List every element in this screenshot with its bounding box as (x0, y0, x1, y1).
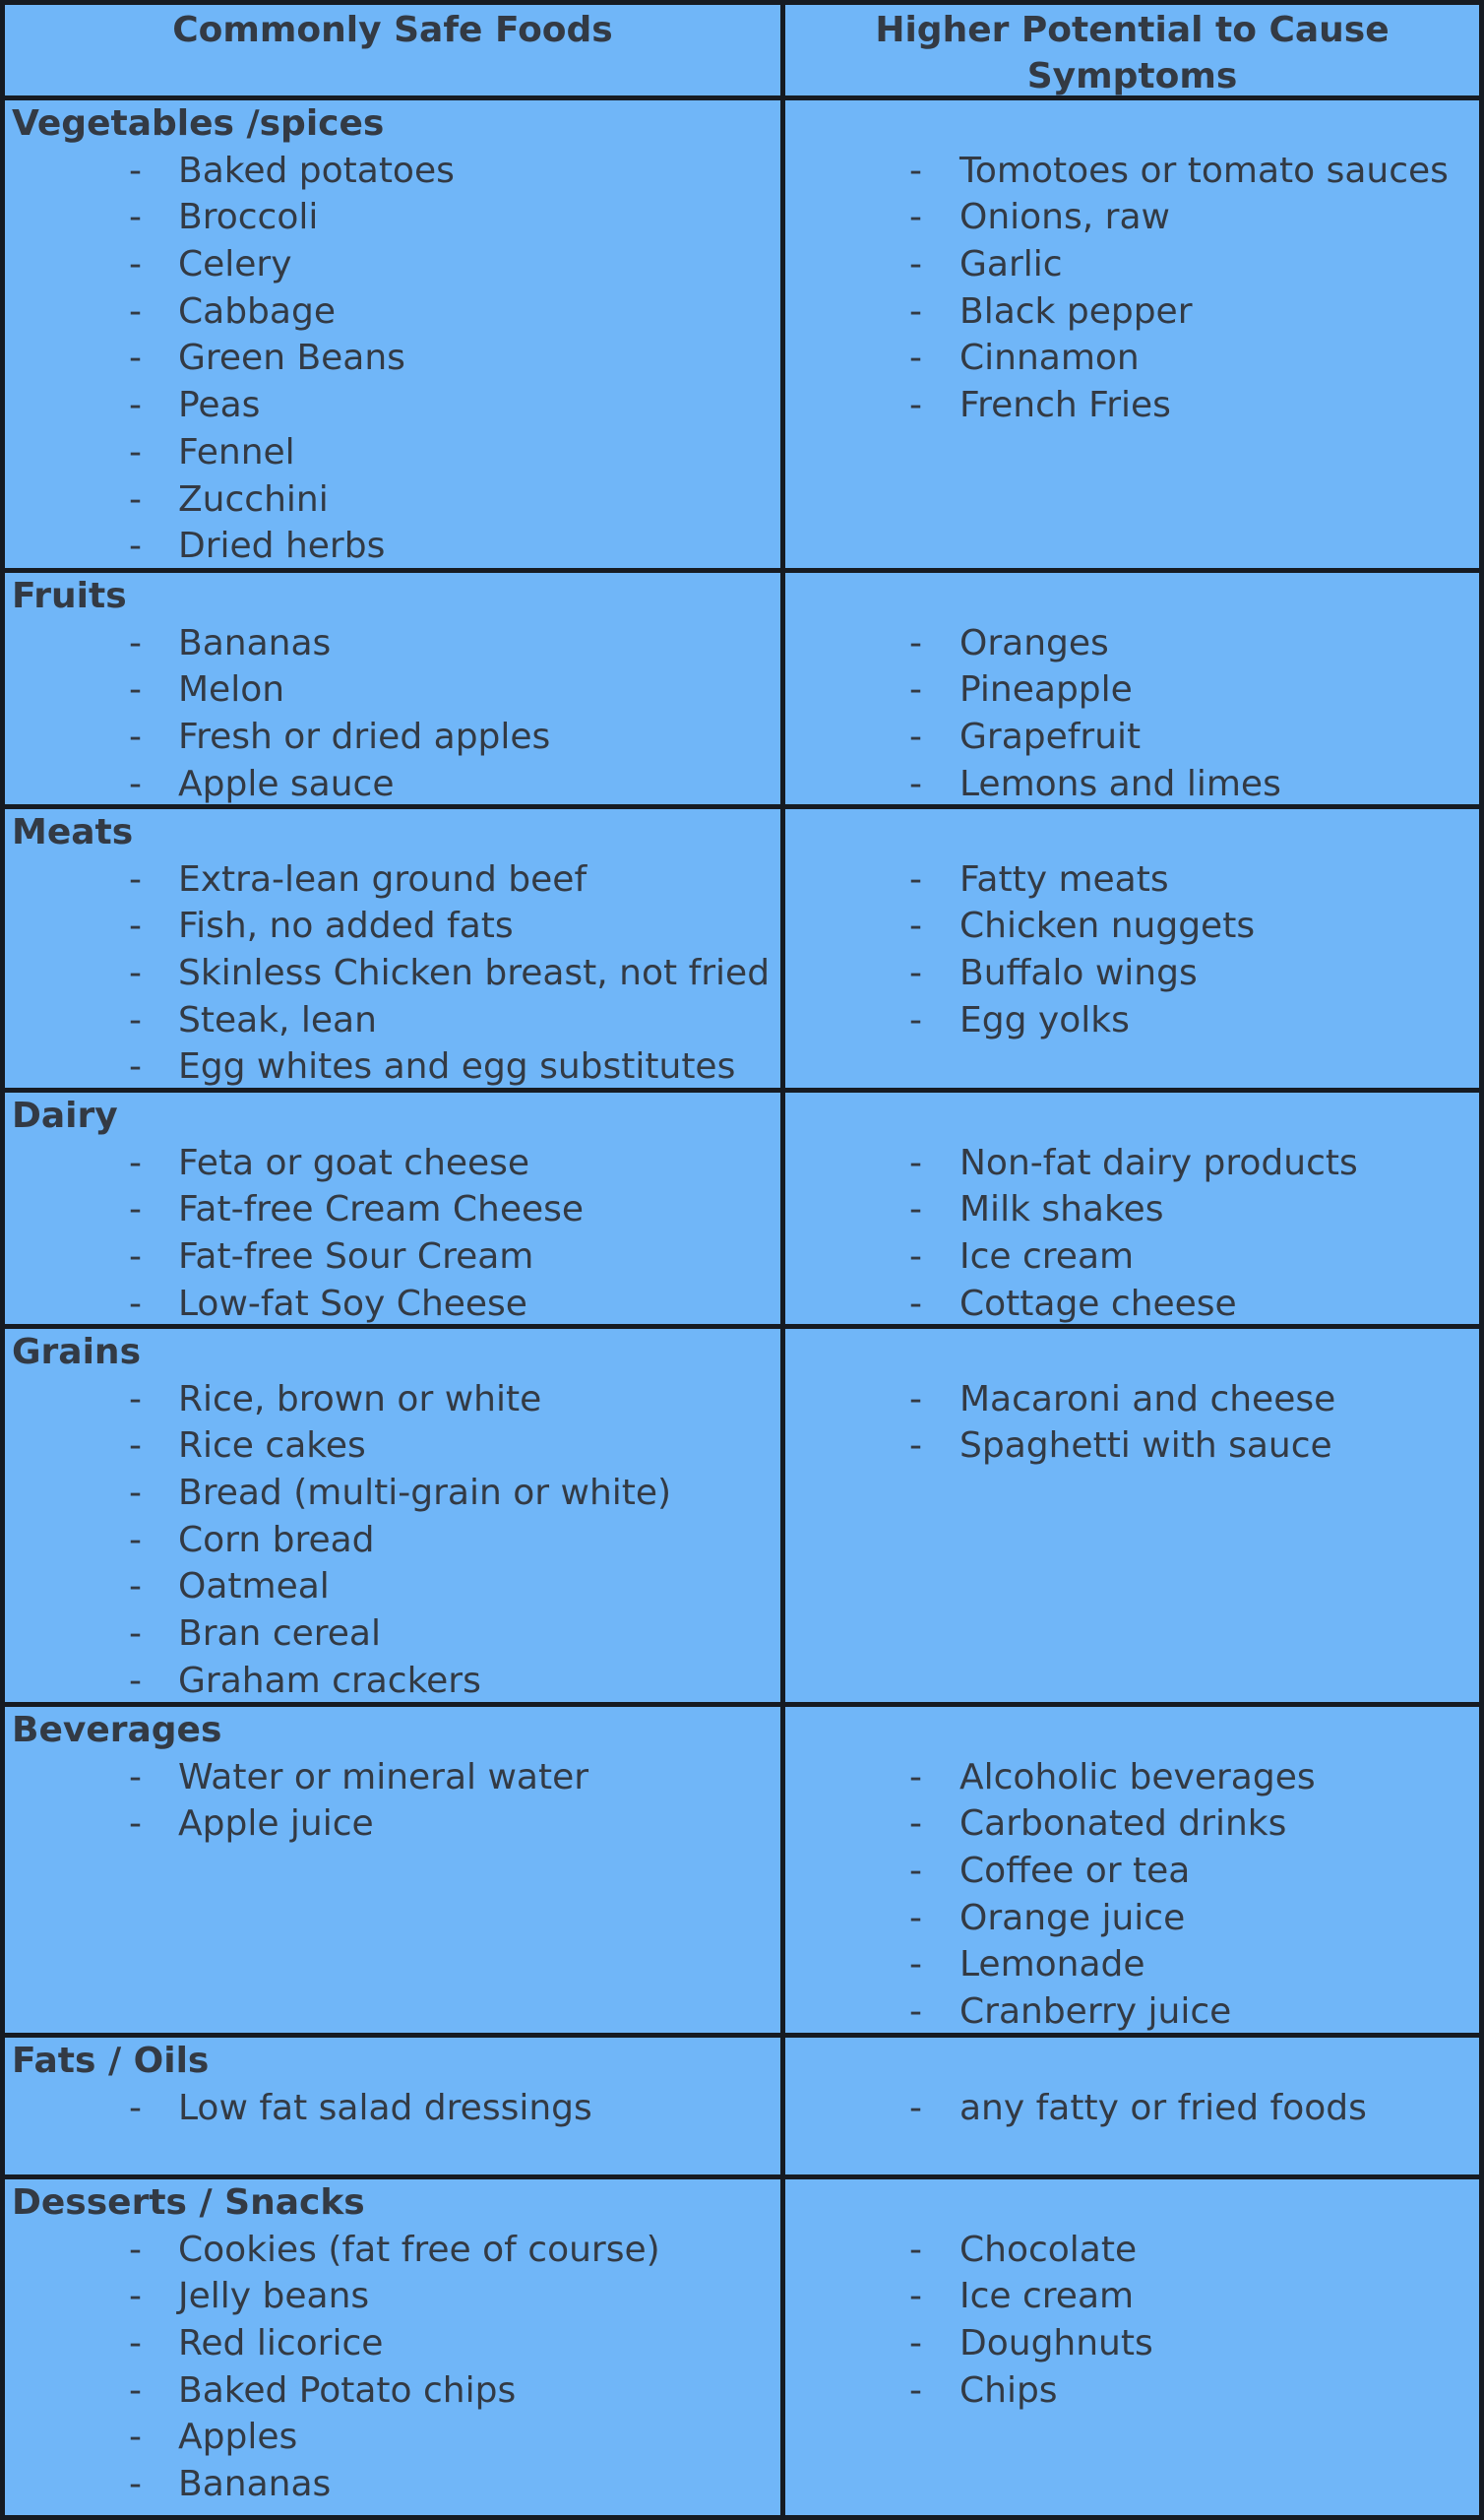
list-dash: - (909, 622, 922, 663)
list-item-text: Rice, brown or white (178, 1378, 542, 1419)
list-dash: - (909, 2276, 922, 2317)
list-dash: - (909, 385, 922, 426)
list-dash: - (909, 290, 922, 332)
safe-foods-list (5, 620, 780, 808)
safe-foods-cell (5, 1329, 785, 1702)
category-title: Grains (12, 1332, 141, 1372)
safe-foods-list (5, 148, 780, 570)
list-item (5, 1376, 780, 1423)
list-dash: - (129, 244, 142, 285)
list-item-text: Garlic (959, 244, 1063, 285)
list-dash: - (909, 906, 922, 947)
list-item-text: Chocolate (959, 2229, 1138, 2270)
list-item-text: Lemons and limes (959, 763, 1281, 804)
list-dash: - (129, 763, 142, 804)
list-item-text: Baked Potato chips (178, 2369, 517, 2411)
list-item-text: Doughnuts (959, 2323, 1153, 2364)
list-item (785, 288, 1479, 336)
list-item-text: Fresh or dried apples (178, 717, 551, 758)
list-dash: - (129, 1756, 142, 1797)
list-item (785, 241, 1479, 288)
list-dash: - (909, 763, 922, 804)
list-item-text: Lemonade (959, 1944, 1145, 1985)
list-item (785, 2273, 1479, 2320)
category-row (5, 100, 1479, 573)
list-dash: - (129, 1660, 142, 1701)
list-dash: - (129, 1803, 142, 1845)
category-title: Dairy (12, 1096, 118, 1136)
list-item-text: Spaghetti with sauce (959, 1425, 1332, 1467)
list-item-text: Alcoholic beverages (959, 1756, 1316, 1797)
list-item-text: Ice cream (959, 1236, 1135, 1278)
list-dash: - (909, 338, 922, 379)
list-dash: - (909, 1756, 922, 1797)
list-item (785, 1754, 1479, 1801)
list-item-text: Graham crackers (178, 1660, 481, 1701)
list-dash: - (129, 385, 142, 426)
category-title: Meats (12, 812, 134, 852)
safe-foods-cell (5, 809, 785, 1088)
list-item (5, 714, 780, 761)
list-item-text: Fat-free Cream Cheese (178, 1189, 585, 1230)
list-item (785, 1941, 1479, 1988)
list-item (5, 523, 780, 570)
list-dash: - (909, 1189, 922, 1230)
category-title: Beverages (12, 1710, 222, 1750)
list-item (785, 1233, 1479, 1281)
list-item (5, 2414, 780, 2461)
category-row (5, 2179, 1479, 2515)
list-dash: - (129, 669, 142, 711)
list-item (5, 2367, 780, 2415)
list-item-text: Egg whites and egg substitutes (178, 1046, 736, 1088)
list-item-text: Dried herbs (178, 526, 386, 567)
list-item-text: Macaroni and cheese (959, 1378, 1336, 1419)
list-dash: - (129, 1189, 142, 1230)
list-dash: - (129, 1519, 142, 1560)
list-item-text: Feta or goat cheese (178, 1142, 530, 1183)
list-item (5, 382, 780, 429)
list-item-text: Fennel (178, 431, 295, 472)
list-item (5, 903, 780, 950)
list-item (785, 2367, 1479, 2415)
list-item-text: Apples (178, 2417, 298, 2458)
list-item-text: Black pepper (959, 290, 1193, 332)
table-header-row (5, 5, 1479, 100)
list-item (5, 1470, 780, 1517)
list-item (5, 1140, 780, 1187)
risky-foods-list (785, 573, 1479, 807)
list-item-text: Water or mineral water (178, 1756, 589, 1797)
list-dash: - (909, 197, 922, 238)
list-dash: - (129, 2369, 142, 2411)
list-item-text: Green Beans (178, 338, 405, 379)
list-item (5, 1422, 780, 1470)
list-item (5, 2461, 780, 2508)
list-item (785, 1800, 1479, 1848)
list-item-text: Jelly beans (178, 2276, 370, 2317)
list-dash: - (909, 858, 922, 900)
list-item (5, 1043, 780, 1091)
list-item-text: Fatty meats (959, 858, 1169, 900)
risky-foods-list (785, 100, 1479, 429)
list-dash: - (129, 1236, 142, 1278)
list-item (785, 997, 1479, 1044)
list-item (5, 429, 780, 476)
risky-foods-cell (785, 2038, 1479, 2174)
risky-foods-cell (785, 100, 1479, 568)
list-item (5, 1233, 780, 1281)
list-dash: - (909, 1142, 922, 1183)
list-item-text: Steak, lean (178, 999, 377, 1040)
risky-foods-cell (785, 573, 1479, 804)
list-item (5, 194, 780, 241)
list-item (785, 2085, 1479, 2132)
list-item (785, 335, 1479, 382)
list-item (785, 950, 1479, 997)
list-item-text: Zucchini (178, 478, 329, 520)
list-dash: - (129, 338, 142, 379)
risky-foods-list (785, 1707, 1479, 2036)
list-item (5, 148, 780, 195)
list-item-text: Oatmeal (178, 1566, 330, 1607)
list-dash: - (909, 1283, 922, 1324)
category-title: Vegetables /spices (12, 103, 385, 144)
list-item-text: Apple sauce (178, 763, 395, 804)
list-dash: - (909, 1425, 922, 1467)
list-item-text: Grapefruit (959, 717, 1142, 758)
category-row (5, 573, 1479, 809)
list-dash: - (129, 2464, 142, 2505)
list-dash: - (129, 858, 142, 900)
list-dash: - (129, 999, 142, 1040)
list-item (785, 856, 1479, 904)
list-item (785, 903, 1479, 950)
list-dash: - (909, 1991, 922, 2033)
list-item-text: Baked potatoes (178, 150, 455, 191)
list-item-text: Low fat salad dressings (178, 2087, 592, 2128)
list-item-text: Melon (178, 669, 285, 711)
list-item (5, 2320, 780, 2367)
category-title: Fats / Oils (12, 2041, 210, 2081)
safe-foods-list (5, 856, 780, 1091)
list-item (785, 1281, 1479, 1328)
list-dash: - (909, 150, 922, 191)
list-dash: - (129, 2417, 142, 2458)
list-item (785, 1140, 1479, 1187)
list-item (5, 1517, 780, 1564)
list-item-text: Coffee or tea (959, 1851, 1191, 1892)
list-item-text: Bananas (178, 622, 332, 663)
list-dash: - (909, 953, 922, 994)
list-item-text: Chips (959, 2369, 1058, 2411)
list-dash: - (129, 1283, 142, 1324)
list-dash: - (129, 526, 142, 567)
header-safe-foods: Commonly Safe Foods (5, 5, 785, 95)
list-item-text: Milk shakes (959, 1189, 1164, 1230)
safe-foods-cell (5, 573, 785, 804)
list-dash: - (129, 150, 142, 191)
list-item (785, 620, 1479, 667)
list-item (5, 1281, 780, 1328)
list-dash: - (129, 2229, 142, 2270)
list-dash: - (129, 2087, 142, 2128)
risky-foods-list (785, 1329, 1479, 1470)
list-item-text: Skinless Chicken breast, not fried (178, 953, 771, 994)
list-dash: - (129, 953, 142, 994)
list-item (5, 1658, 780, 1705)
safe-foods-list (5, 2227, 780, 2508)
list-item (5, 1610, 780, 1658)
list-dash: - (909, 1236, 922, 1278)
safe-foods-list (5, 1376, 780, 1705)
list-item-text: Bran cereal (178, 1613, 381, 1655)
list-item (5, 476, 780, 524)
list-item-text: Pineapple (959, 669, 1133, 711)
list-item-text: Cabbage (178, 290, 336, 332)
list-dash: - (129, 1425, 142, 1467)
list-dash: - (909, 2323, 922, 2364)
list-item (5, 666, 780, 714)
safe-foods-list (5, 1754, 780, 1848)
list-item (785, 1848, 1479, 1895)
list-dash: - (129, 2323, 142, 2364)
list-item (785, 1895, 1479, 1942)
list-dash: - (129, 290, 142, 332)
list-item-text: Chicken nuggets (959, 906, 1256, 947)
risky-foods-list (785, 2179, 1479, 2414)
list-dash: - (909, 2369, 922, 2411)
list-dash: - (129, 1378, 142, 1419)
list-dash: - (129, 906, 142, 947)
safe-foods-list (5, 1140, 780, 1328)
list-item (785, 666, 1479, 714)
list-dash: - (129, 431, 142, 472)
risky-foods-cell (785, 1093, 1479, 1324)
list-item-text: Cottage cheese (959, 1283, 1237, 1324)
list-dash: - (129, 478, 142, 520)
list-item-text: Fish, no added fats (178, 906, 514, 947)
list-item (5, 950, 780, 997)
list-dash: - (909, 2087, 922, 2128)
list-item-text: Onions, raw (959, 197, 1170, 238)
list-item-text: Corn bread (178, 1519, 375, 1560)
list-item-text: Rice cakes (178, 1425, 366, 1467)
risky-foods-list (785, 2038, 1479, 2131)
risky-foods-cell (785, 809, 1479, 1088)
list-item-text: Low-fat Soy Cheese (178, 1283, 527, 1324)
list-item-text: Tomotoes or tomato sauces (959, 150, 1449, 191)
list-item (5, 856, 780, 904)
list-dash: - (129, 622, 142, 663)
category-row (5, 1707, 1479, 2038)
list-item (5, 2085, 780, 2132)
list-item-text: Oranges (959, 622, 1109, 663)
list-item (5, 288, 780, 336)
list-dash: - (129, 1566, 142, 1607)
list-item (5, 1800, 780, 1848)
list-item-text: Celery (178, 244, 292, 285)
list-item (785, 761, 1479, 808)
list-dash: - (129, 1613, 142, 1655)
list-dash: - (909, 244, 922, 285)
list-item-text: Cookies (fat free of course) (178, 2229, 660, 2270)
list-item-text: French Fries (959, 385, 1171, 426)
list-item (785, 1988, 1479, 2036)
list-item-text: Cranberry juice (959, 1991, 1232, 2033)
category-title: Desserts / Snacks (12, 2182, 365, 2223)
safe-foods-cell (5, 1707, 785, 2033)
list-item (5, 335, 780, 382)
safe-foods-cell (5, 1093, 785, 1324)
risky-foods-cell (785, 1707, 1479, 2033)
list-dash: - (129, 197, 142, 238)
list-dash: - (909, 1944, 922, 1985)
list-item-text: Extra-lean ground beef (178, 858, 587, 900)
list-item-text: Fat-free Sour Cream (178, 1236, 534, 1278)
list-item-text: Red licorice (178, 2323, 384, 2364)
category-title: Fruits (12, 576, 127, 616)
list-item-text: Egg yolks (959, 999, 1130, 1040)
category-row (5, 809, 1479, 1093)
list-dash: - (909, 999, 922, 1040)
category-row (5, 1093, 1479, 1329)
safe-foods-cell (5, 100, 785, 568)
list-item-text: Bread (multi-grain or white) (178, 1473, 672, 1514)
list-item (785, 382, 1479, 429)
list-dash: - (909, 1378, 922, 1419)
list-item-text: Carbonated drinks (959, 1803, 1287, 1845)
category-row (5, 1329, 1479, 1707)
list-item-text: Buffalo wings (959, 953, 1198, 994)
risky-foods-list (785, 809, 1479, 1043)
list-item (5, 620, 780, 667)
list-dash: - (129, 1473, 142, 1514)
list-item (5, 241, 780, 288)
list-item (785, 714, 1479, 761)
list-item-text: Broccoli (178, 197, 319, 238)
list-dash: - (909, 1851, 922, 1892)
list-item (785, 1186, 1479, 1233)
list-dash: - (129, 1142, 142, 1183)
header-risky-foods: Higher Potential to Cause Symptoms (875, 10, 1390, 96)
list-dash: - (129, 2276, 142, 2317)
category-row (5, 2038, 1479, 2179)
list-item (785, 2320, 1479, 2367)
list-dash: - (909, 717, 922, 758)
list-item-text: Apple juice (178, 1803, 374, 1845)
list-item (5, 2227, 780, 2274)
risky-foods-cell (785, 1329, 1479, 1702)
list-item (785, 1376, 1479, 1423)
list-dash: - (129, 717, 142, 758)
list-item (5, 1186, 780, 1233)
list-item (5, 2273, 780, 2320)
list-dash: - (909, 1803, 922, 1845)
risky-foods-list (785, 1093, 1479, 1327)
list-item-text: Orange juice (959, 1897, 1186, 1938)
list-item-text: Ice cream (959, 2276, 1135, 2317)
safe-foods-cell (5, 2038, 785, 2174)
list-item (785, 1422, 1479, 1470)
list-item-text: Bananas (178, 2464, 332, 2505)
list-dash: - (909, 669, 922, 711)
list-item (785, 2227, 1479, 2274)
list-dash: - (129, 1046, 142, 1088)
list-item (785, 148, 1479, 195)
list-item (5, 1754, 780, 1801)
list-item (785, 194, 1479, 241)
list-dash: - (909, 1897, 922, 1938)
list-item-text: Cinnamon (959, 338, 1140, 379)
safe-foods-cell (5, 2179, 785, 2515)
list-item (5, 1563, 780, 1610)
list-item-text: Peas (178, 385, 261, 426)
list-item (5, 997, 780, 1044)
list-item-text: any fatty or fried foods (959, 2087, 1367, 2128)
risky-foods-cell (785, 2179, 1479, 2515)
safe-foods-list (5, 2085, 780, 2132)
list-item-text: Non-fat dairy products (959, 1142, 1358, 1183)
list-dash: - (909, 2229, 922, 2270)
list-item (5, 761, 780, 808)
